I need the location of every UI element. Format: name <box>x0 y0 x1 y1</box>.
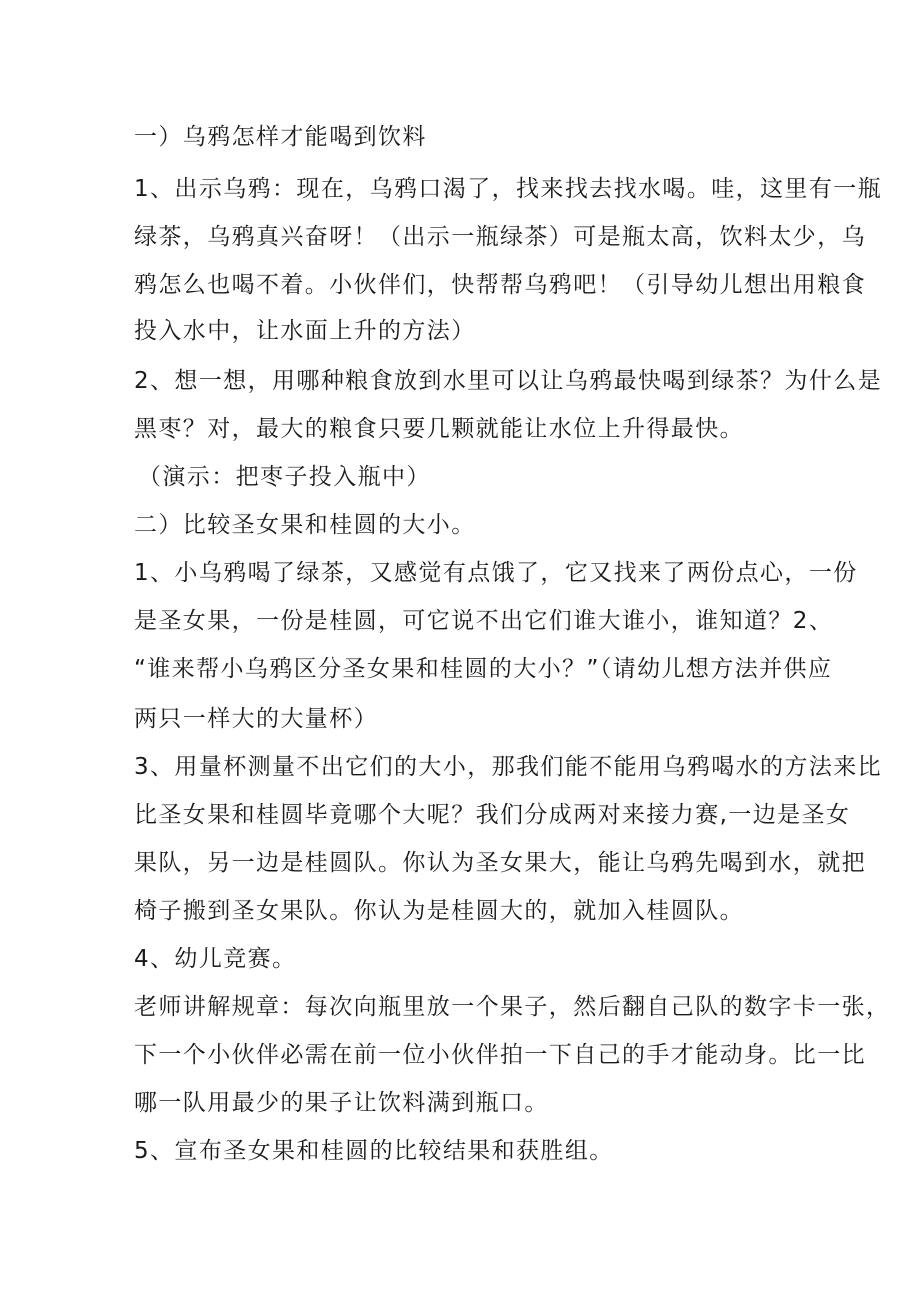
text-line: 哪一队用最少的果子让饮料满到瓶口。 <box>134 1090 549 1116</box>
text-line: 3、用量杯测量不出它们的大小，那我们能不能用乌鸦喝水的方法来比 <box>134 754 883 780</box>
text-line: 两只一样大的大量杯） <box>134 706 378 732</box>
section-1-heading: 一）乌鸦怎样才能喝到饮料 <box>134 124 427 150</box>
text-line: 1、出示乌鸦：现在，乌鸦口渴了，找来找去找水喝。哇，这里有一瓶 <box>134 176 883 202</box>
text-line: 5、宣布圣女果和桂圆的比较结果和获胜组。 <box>134 1138 614 1164</box>
text-line: 4、幼儿竞赛。 <box>134 946 297 972</box>
text-line: “谁来帮小乌鸦区分圣女果和桂圆的大小？”（请幼儿想方法并供应 <box>134 656 833 682</box>
text-line: 老师讲解规章：每次向瓶里放一个果子，然后翻自己队的数字卡一张， <box>134 994 891 1020</box>
text-line: 投入水中，让水面上升的方法） <box>134 318 476 344</box>
text-line: 比圣女果和桂圆毕竟哪个大呢？我们分成两对来接力赛,一边是圣女 <box>134 802 851 828</box>
text-line: 绿茶，乌鸦真兴奋呀！（出示一瓶绿茶）可是瓶太高，饮料太少，乌 <box>134 224 866 250</box>
text-line: 黑枣？对，最大的粮食只要几颗就能让水位上升得最快。 <box>134 416 744 442</box>
text-line: 果队，另一边是桂圆队。你认为圣女果大，能让乌鸦先喝到水，就把 <box>134 850 866 876</box>
text-line: 下一个小伙伴必需在前一位小伙伴拍一下自己的手才能动身。比一比 <box>134 1042 866 1068</box>
text-line: （演示：把枣子投入瓶中） <box>138 464 431 490</box>
section-2-heading: 二）比较圣女果和桂圆的大小。 <box>134 512 476 538</box>
text-line: 2、想一想，用哪种粮食放到水里可以让乌鸦最快喝到绿茶？为什么是 <box>134 368 883 394</box>
text-line: 1、小乌鸦喝了绿茶，又感觉有点饿了，它又找来了两份点心，一份 <box>134 560 858 586</box>
text-line: 是圣女果，一份是桂圆，可它说不出它们谁大谁小，谁知道？2、 <box>134 608 834 634</box>
text-line: 椅子搬到圣女果队。你认为是桂圆大的，就加入桂圆队。 <box>134 898 744 924</box>
text-line: 鸦怎么也喝不着。小伙伴们，快帮帮乌鸦吧！（引导幼儿想出用粮食 <box>134 272 866 298</box>
